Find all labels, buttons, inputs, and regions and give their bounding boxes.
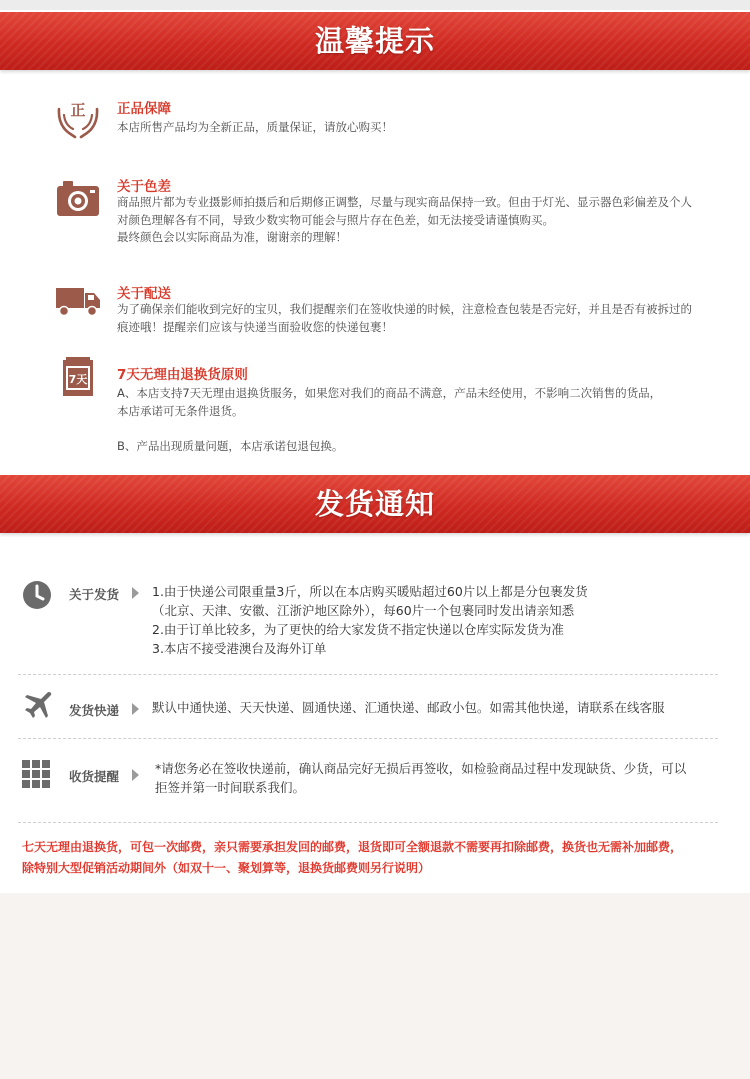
tip-line: 对颜色理解各有不同，导致少数实物可能会与照片存在色差，如无法接受请谨慎购买。	[117, 212, 554, 227]
notice-line: 七天无理由退换货，可包一次邮费，亲只需要承担发回的邮费，退货即可全额退款不需要再扣除邮费，换货也无需补加邮费，	[22, 840, 683, 854]
camera-icon	[55, 177, 101, 221]
divider	[18, 738, 718, 739]
tip-line: A、本店支持7天无理由退换货服务，如果您对我们的商品不满意，产品未经使用，不影响二次销售的货品，	[117, 386, 662, 400]
shipping-text	[152, 698, 665, 717]
genuine-icon-text: 正	[70, 101, 86, 119]
airplane-icon	[22, 690, 54, 722]
shipping-line: 默认中通快递、天天快递、圆通快递、汇通快递、邮政小包。如需其他快递，请联系在线客服	[152, 700, 665, 715]
shipping-line: 2.由于订单比较多，为了更快的给大家发货不指定快递以仓库实际发货为准	[152, 622, 564, 637]
shipping-label: 关于发货	[69, 587, 120, 602]
shipping-line: （北京、天津、安徽、江浙沪地区除外），每60片一个包裹同时发出请亲知悉	[152, 603, 575, 618]
shipping-line: 1.由于快递公司限重量3斤，所以在本店购买暖贴超过60片以上都是分包裹发货	[152, 584, 588, 599]
tip-body	[117, 301, 717, 336]
divider	[18, 674, 718, 675]
shipping-text	[152, 582, 588, 658]
arrow-right-icon	[132, 703, 139, 715]
arrow-right-icon	[132, 769, 139, 781]
shipping-banner-title: 发货通知	[314, 487, 435, 521]
return-policy-notice	[22, 837, 732, 879]
seven-day-calendar-icon	[57, 356, 103, 400]
tip-title: 关于配送	[117, 286, 171, 302]
shipping-text	[155, 759, 686, 797]
tip-title: 正品保障	[117, 101, 171, 117]
tip-body	[117, 194, 717, 247]
tip-line: 本店承诺可无条件退货。	[117, 403, 244, 418]
tip-body	[117, 119, 717, 137]
clock-icon	[22, 580, 52, 610]
tips-banner-title: 温馨提示	[314, 24, 435, 58]
tip-line: 商品照片都为专业摄影师拍摄后和后期修正调整，尽量与现实商品保持一致。但由于灯光、显示器色彩偏差及个人	[117, 195, 692, 209]
shipping-banner	[0, 475, 750, 533]
delivery-truck-icon	[55, 282, 101, 326]
tip-body	[117, 385, 717, 455]
shipping-line: 拒签并第一时间联系我们。	[155, 780, 306, 795]
divider	[18, 822, 718, 823]
tip-line: 痕迹哦！提醒亲们应该与快递当面验收您的快递包裹！	[117, 319, 393, 334]
tip-line: 为了确保亲们能收到完好的宝贝，我们提醒亲们在签收快递的时候，注意检查包装是否完好，并且是否有被拆过的	[117, 302, 692, 316]
notice-line: 除特别大型促销活动期间外（如双十一、聚划算等，退换货邮费则另行说明）	[22, 861, 431, 875]
hands-genuine-icon	[55, 95, 101, 139]
tip-line: 本店所售产品均为全新正品，质量保证，请放心购买！	[117, 120, 393, 134]
seven-day-icon-text: 7天	[68, 373, 88, 386]
tip-line: 最终颜色会以实际商品为准，谢谢亲的理解！	[117, 230, 347, 244]
shipping-line: 3.本店不接受港澳台及海外订单	[152, 641, 327, 656]
tip-spacer	[117, 420, 717, 438]
arrow-right-icon	[132, 587, 139, 599]
tip-title: 7天无理由退换货原则	[117, 367, 248, 383]
grid-icon	[22, 760, 50, 788]
tip-line: B、产品出现质量问题，本店承诺包退包换。	[117, 438, 344, 453]
tips-banner	[0, 12, 750, 70]
top-strip	[0, 0, 750, 10]
shipping-line: *请您务必在签收快递前，确认商品完好无损后再签收，如检验商品过程中发现缺货、少货，可以	[155, 761, 687, 776]
shipping-label: 收货提醒	[69, 769, 120, 784]
shipping-label: 发货快递	[69, 703, 120, 718]
tip-title: 关于色差	[117, 179, 171, 195]
